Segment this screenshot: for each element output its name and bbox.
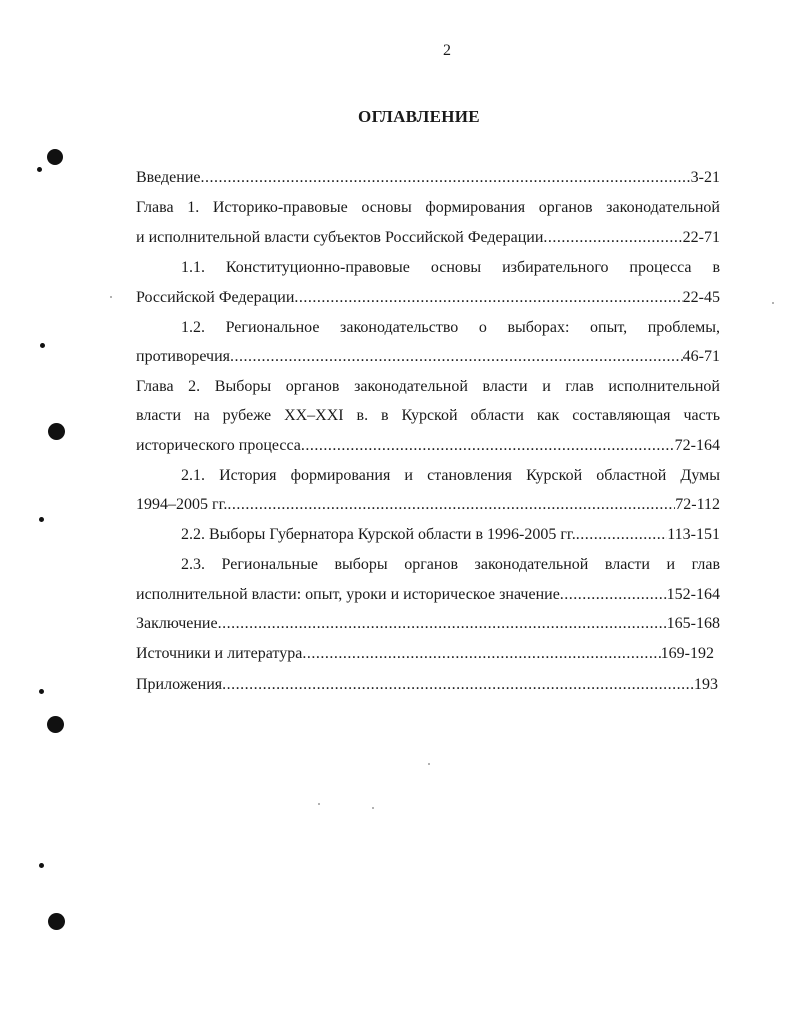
- toc-entry-text: Приложения: [136, 676, 223, 693]
- toc-entry-sources[interactable]: [136, 644, 714, 664]
- binder-hole-mark: [48, 423, 65, 440]
- toc-entry-section-2-2[interactable]: [181, 525, 720, 545]
- margin-speck-mark: [39, 517, 44, 522]
- toc-entry-text: противоречия: [136, 348, 231, 365]
- scan-speck: [372, 807, 374, 809]
- toc-leader-dots: [201, 168, 691, 188]
- toc-leader-dots: [560, 585, 667, 605]
- toc-entry-section-2-1-line-2[interactable]: [136, 495, 720, 515]
- margin-speck-mark: [39, 863, 44, 868]
- toc-leader-dots: [227, 495, 675, 515]
- toc-entry-conclusion[interactable]: [136, 614, 720, 634]
- toc-entry-pages: 152-164: [666, 586, 720, 603]
- toc-entry-pages: 3-21: [690, 169, 720, 186]
- toc-entry-pages: 46-71: [682, 348, 720, 365]
- toc-entry-pages: 165-168: [666, 615, 720, 632]
- toc-entry-pages: 72-164: [674, 437, 720, 454]
- toc-entry-pages: 169-192: [660, 645, 714, 662]
- scan-speck: [428, 763, 430, 765]
- page-number: 2: [443, 42, 451, 59]
- toc-entry-pages: 22-71: [682, 229, 720, 246]
- toc-entry-text: Источники и литература: [136, 645, 303, 662]
- scan-speck: [110, 296, 112, 298]
- toc-entry-chapter-2-line-2[interactable]: власти на рубеже XX–XXI в. в Курской области как составляющая часть: [136, 407, 720, 424]
- toc-entry-chapter-2-line-1[interactable]: Глава 2. Выборы органов законодательной власти и глав исполнительной: [136, 378, 720, 395]
- toc-entry-chapter-1-line-1[interactable]: Глава 1. Историко-правовые основы формирования органов законодательной: [136, 199, 720, 216]
- toc-leader-dots: [294, 288, 682, 308]
- margin-speck-mark: [39, 689, 44, 694]
- toc-entry-text: исторического процесса: [136, 437, 301, 454]
- toc-leader-dots: [543, 228, 682, 248]
- toc-entry-section-1-1-line-1[interactable]: 1.1. Конституционно-правовые основы избирательного процесса в: [181, 259, 720, 276]
- toc-title: ОГЛАВЛЕНИЕ: [358, 107, 480, 126]
- scan-speck: [772, 302, 774, 304]
- toc-leader-dots: [301, 436, 675, 456]
- toc-leader-dots: [222, 675, 694, 695]
- toc-entry-chapter-1-line-2[interactable]: [136, 228, 720, 248]
- toc-entry-text: Заключение: [136, 615, 218, 632]
- toc-entry-text: и исполнительной власти субъектов Российской Федерации: [136, 229, 544, 246]
- toc-entry-section-1-2-line-2[interactable]: [136, 347, 720, 367]
- toc-entry-appendices[interactable]: [136, 675, 718, 695]
- toc-entry-section-2-1-line-1[interactable]: 2.1. История формирования и становления Курской областной Думы: [181, 467, 720, 484]
- toc-entry-chapter-2-line-3[interactable]: [136, 436, 720, 456]
- toc-entry-pages: 113-151: [667, 526, 720, 543]
- margin-speck-mark: [37, 167, 42, 172]
- toc-entry-section-1-1-line-2[interactable]: [136, 288, 720, 308]
- binder-hole-mark: [48, 913, 65, 930]
- toc-entry-section-2-3-line-2[interactable]: [136, 585, 720, 605]
- toc-entry-section-2-3-line-1[interactable]: 2.3. Региональные выборы органов законодательной власти и глав: [181, 556, 720, 573]
- toc-entry-text: Введение: [136, 169, 201, 186]
- toc-entry-text: Российской Федерации: [136, 289, 295, 306]
- toc-leader-dots: [302, 644, 660, 664]
- toc-leader-dots: [218, 614, 667, 634]
- margin-speck-mark: [40, 343, 45, 348]
- toc-entry-text: исполнительной власти: опыт, уроки и историческое значение: [136, 586, 560, 603]
- toc-leader-dots: [230, 347, 683, 367]
- toc-entry-section-1-2-line-1[interactable]: 1.2. Региональное законодательство о выборах: опыт, проблемы,: [181, 319, 720, 336]
- toc-entry-pages: 193: [694, 676, 718, 693]
- toc-leader-dots: [576, 525, 668, 545]
- toc-entry-introduction[interactable]: [136, 168, 720, 188]
- scan-speck: [318, 803, 320, 805]
- toc-entry-pages: 72-112: [675, 496, 720, 513]
- toc-entry-text: 2.2. Выборы Губернатора Курской области в 1996-2005 гг.: [181, 526, 576, 543]
- toc-entry-text: 1994–2005 гг.: [136, 496, 228, 513]
- binder-hole-mark: [47, 149, 63, 165]
- toc-entry-pages: 22-45: [682, 289, 720, 306]
- binder-hole-mark: [47, 716, 64, 733]
